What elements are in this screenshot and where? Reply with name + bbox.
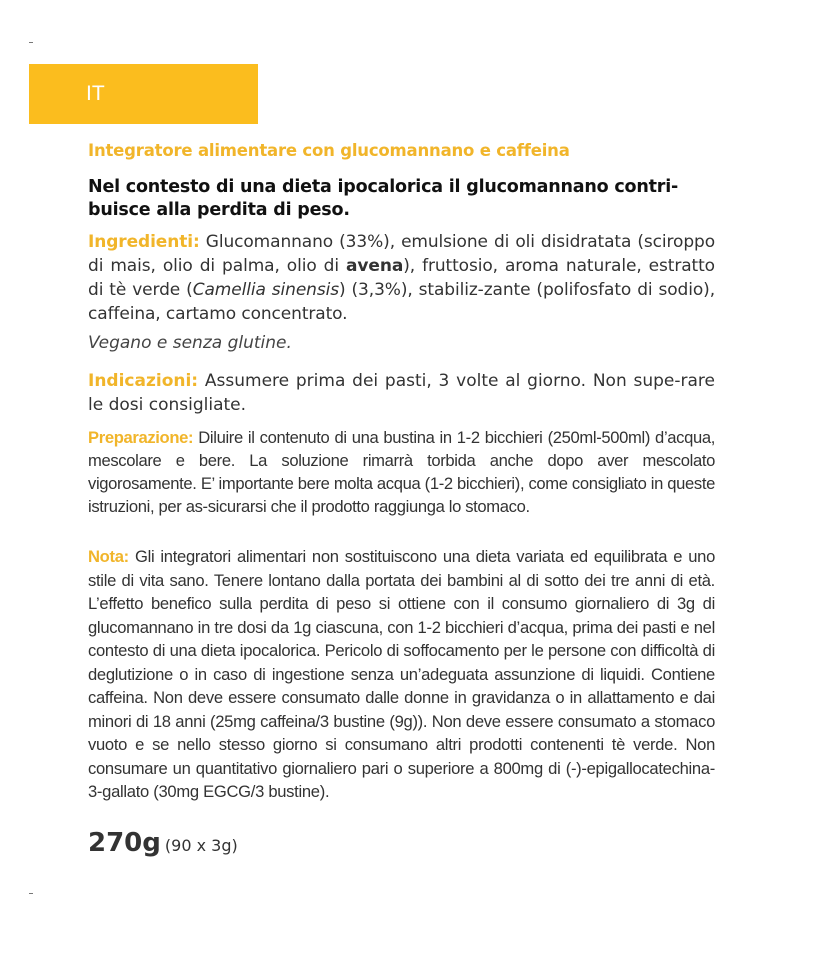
vegan-statement: Vegano e senza glutine. [88,333,292,353]
ingredients-text: ), fruttosio, aroma naturale, estratto di tè verde ( [88,256,715,300]
crop-mark [29,42,33,43]
language-code: IT [86,82,105,105]
health-claim: Nel contesto di una dieta ipocalorica il glucomannano contri-buisce alla perdita di peso. [88,177,679,220]
preparation-text: Diluire il contenuto di una bustina in 1-2 bicchieri (250ml-500ml) d’acqua, mescolare e bere. La soluzione rimarrà torbida anche dopo aver mescolato vigorosamente. E’ importante bere molta acqua (1-2 bicchieri), come consigliato in queste istruzioni, per as-sicurarsi che il prodotto raggiunga lo stomaco. [88,428,715,516]
indications-paragraph [88,370,715,417]
species-name: Camellia sinensis [192,280,339,300]
indications-label: Indicazioni: [88,371,199,391]
language-tab [29,64,258,124]
indications-text: Assumere prima dei pasti, 3 volte al giorno. Non supe-rare le dosi consigliate. [88,371,715,415]
net-weight [88,828,715,858]
ingredients-paragraph [88,230,715,326]
note-label: Nota: [88,547,129,566]
preparation-paragraph [88,426,715,518]
net-weight-detail: (90 x 3g) [164,836,238,855]
net-weight-value: 270g [88,828,161,858]
product-title: Integratore alimentare con glucomannano e caffeina [88,141,570,160]
ingredients-text: ) (3,3%), stabiliz-zante (polifosfato di sodio), caffeina, cartamo concentrato. [88,280,715,324]
note-paragraph [88,545,715,804]
preparation-label: Preparazione: [88,428,194,447]
crop-mark [29,893,33,894]
note-text: Gli integratori alimentari non sostituiscono una dieta variata ed equilibrata e uno stile di vita sano. Tenere lontano dalla portata dei bambini al di sotto dei tre anni di età. L’effetto benefico sulla perdita di peso si ottiene con il consumo giornaliero di 3g di glucomannano in tre dosi da 1g ciascuna, con 1-2 bicchieri d’acqua, prima dei pasti e nel contesto di una dieta ipocalorica. Pericolo di soffocamento per le persone con difficoltà di deglutizione o in caso di ingestione senza un’adeguata assunzione di liquidi. Contiene caffeina. Non deve essere consumato dalle donne in gravidanza o in allattamento e dai minori di 18 anni (25mg caffeina/3 bustine (9g)). Non deve essere consumato a stomaco vuoto e se nello stesso giorno si consumano altri prodotti contenenti tè verde. Non consumare un quantitativo giornaliero pari o superiore a 800mg di (-)-epigallocatechina-3-gallato (30mg EGCG/3 bustine). [88,547,715,801]
allergen: avena [346,256,404,276]
ingredients-text: Glucomannano (33%), emulsione di oli disidratata (sciroppo di mais, olio di palma, olio di [88,232,715,276]
ingredients-label: Ingredienti: [88,232,200,252]
